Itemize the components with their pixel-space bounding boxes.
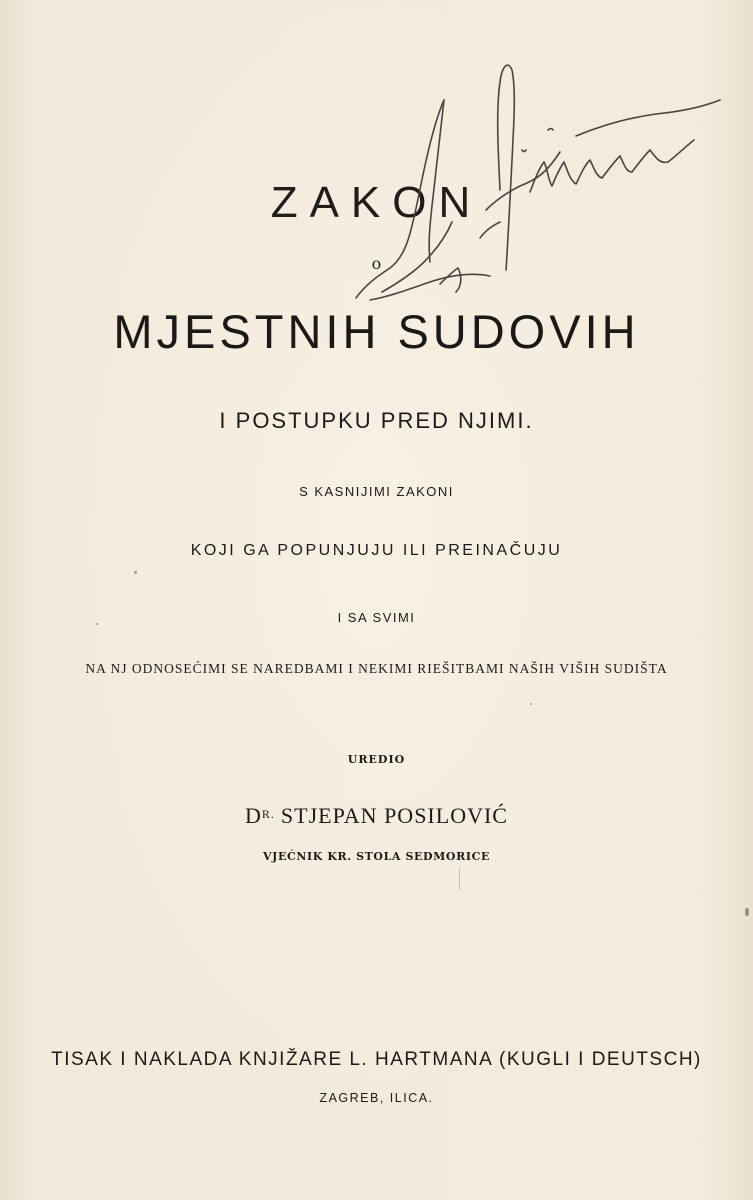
- paper-speck: [96, 623, 98, 625]
- author-position: VJEĆNIK KR. STOLA SEDMORICE: [263, 850, 490, 863]
- title-line-zakon: ZAKON: [270, 178, 483, 227]
- author-prefix: D: [245, 803, 262, 828]
- author-prefix-sup: R.: [261, 807, 275, 821]
- text-line-4: NA NJ ODNOSEĆIMI SE NAREDBAMI I NEKIMI RIEŠITBAMI NAŠIH VIŠIH SUDIŠTA: [85, 661, 668, 676]
- text-line-2: KOJI GA POPUNJUJU ILI PREINAČUJU: [190, 542, 563, 559]
- paper-speck: [459, 868, 460, 890]
- editor-label: UREDIO: [347, 753, 406, 766]
- paper-speck: [530, 703, 532, 705]
- text-line-3: I SA SVIMI: [337, 610, 416, 625]
- publisher-place: ZAGREB, ILICA.: [319, 1091, 434, 1105]
- author-fullname: STJEPAN POSILOVIĆ: [280, 803, 508, 828]
- paper-speck: [134, 571, 137, 574]
- subtitle: I POSTUPKU PRED NJIMI.: [219, 408, 534, 433]
- title-connector: o: [371, 254, 382, 273]
- paper-speck: [745, 908, 749, 916]
- title-line-main: MJESTNIH SUDOVIH: [113, 305, 640, 358]
- publisher-line: TISAK I NAKLADA KNJIŽARE L. HARTMANA (KUGLI I DEUTSCH): [51, 1049, 702, 1070]
- text-line-1: S KASNIJIMI ZAKONI: [299, 484, 454, 499]
- author-name: [0, 803, 753, 829]
